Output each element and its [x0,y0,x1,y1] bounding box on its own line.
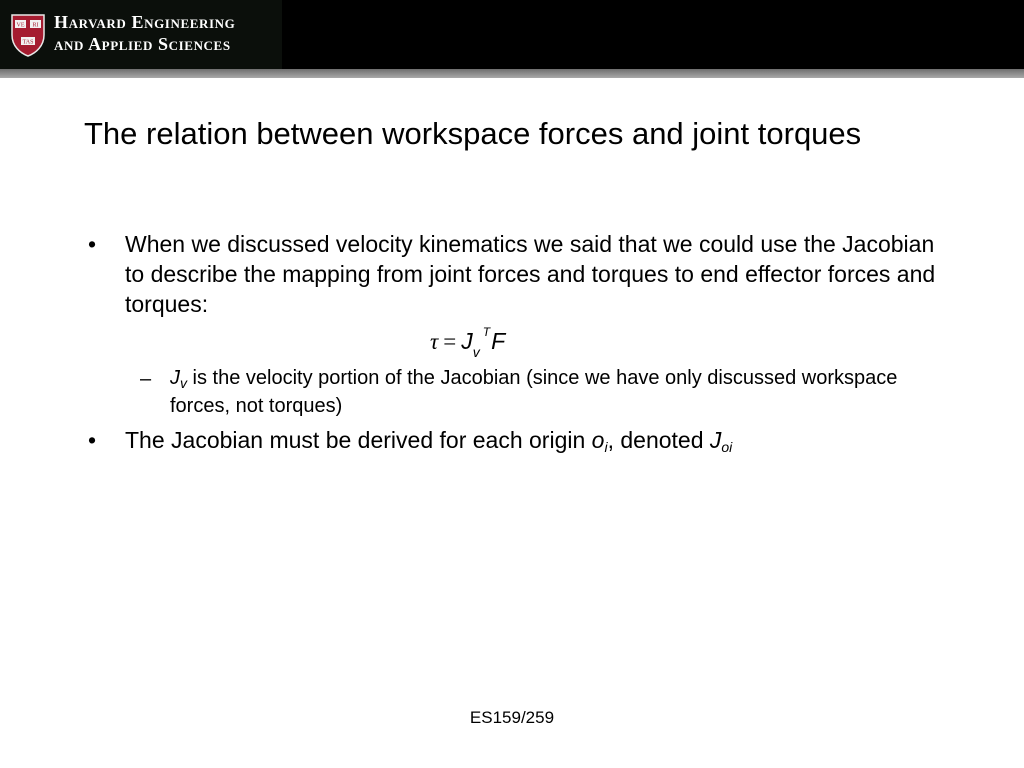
equation-equals: = [443,329,457,354]
bullet-1-text: When we discussed velocity kinematics we said that we could use the Jacobian to describe the mapping from joint forces and torques to end effector forces and torques: [125,231,936,317]
torque-equation [430,326,505,360]
bullet-2 [125,425,945,458]
logo-wordmark [54,11,235,55]
bullet-2-o-subscript: i [604,439,608,455]
equation-j-subscript: v [472,344,480,360]
harvard-shield-icon [10,13,46,57]
sub-bullet-1 [170,365,930,420]
sub-bullet-1-text: is the velocity portion of the Jacobian (since we have only discussed workspace forces, not torques) [170,367,898,417]
bullet-marker-2: • [88,427,97,453]
header-divider-band [0,69,1024,78]
shield-letters-tas: TAS [22,39,34,46]
equation-j: J [461,328,473,354]
shield-letters-ri: RI [32,22,39,29]
equation-j-superscript: T [482,325,491,339]
logo-line-1: Harvard Engineering [54,12,236,32]
sub-bullet-j: J [170,367,180,389]
logo-line-2: and Applied Sciences [54,34,231,54]
bullet-marker: • [88,231,97,257]
shield-letters-ve: VE [16,22,25,29]
bullet-2-j: J [709,427,722,453]
slide-title: The relation between workspace forces and joint torques [84,116,862,151]
bullet-2-o: o [591,427,605,453]
bullet-2-text: The Jacobian must be derived for each origin [125,427,592,453]
bullet-2-j-subscript: oi [721,439,733,455]
equation-f: F [491,328,506,354]
bullet-2-mid-text: , denoted [607,427,710,453]
sub-bullet-marker: – [140,368,152,390]
harvard-seas-logo [0,0,282,69]
equation-tau: τ [430,329,439,354]
footer-course-code: ES159/259 [469,708,555,727]
sub-bullet-j-subscript: v [180,375,187,391]
